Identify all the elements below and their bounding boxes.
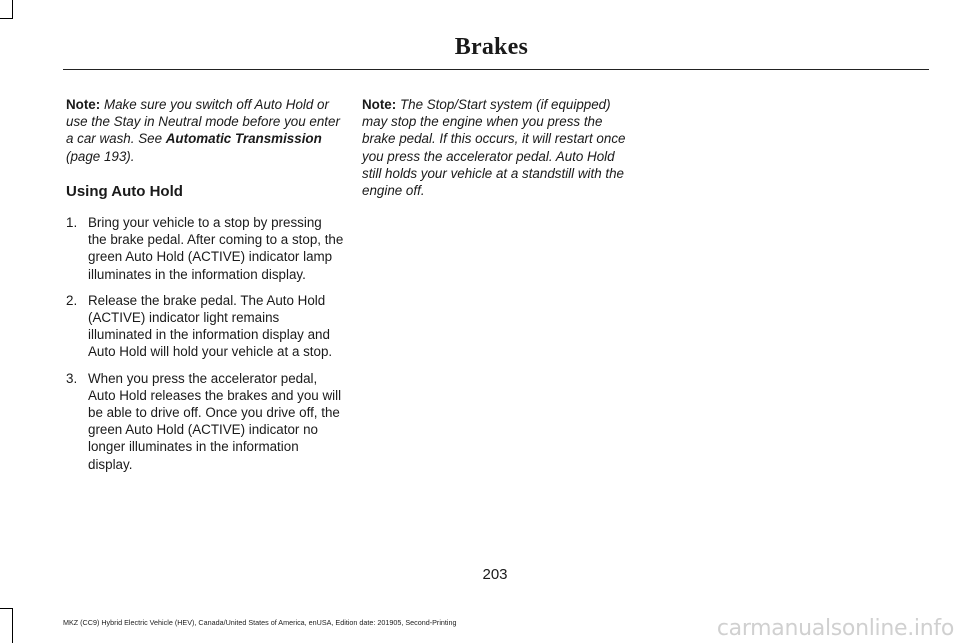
list-item [66, 214, 344, 283]
step-number: 1. [66, 215, 78, 231]
list-item [66, 292, 344, 361]
step-text: Bring your vehicle to a stop by pressing the brake pedal. After coming to a stop, the green Auto Hold (ACTIVE) indicator lamp illuminates in the information display. [88, 215, 344, 282]
steps-list [66, 214, 344, 473]
watermark: carmanualsonline.info [716, 616, 954, 641]
note-text: The Stop/Start system (if equipped) may stop the engine when you press the brake pedal. If this occurs, it will restart once you press the accelerator pedal. Auto Hold still holds your vehicle at a standstill with the engine off. [362, 97, 626, 199]
left-column [66, 96, 344, 482]
step-number: 2. [66, 292, 78, 308]
page-number: 203 [482, 566, 508, 583]
step-text: Release the brake pedal. The Auto Hold (ACTIVE) indicator light remains illuminated in the information display and Auto Hold will hold your vehicle at a stop. [88, 292, 333, 360]
step-number: 3. [66, 370, 78, 386]
page-title: Brakes [454, 34, 528, 60]
crop-mark-bottom-left-h [0, 608, 13, 609]
right-column [362, 96, 634, 199]
car-wash-note [66, 96, 344, 165]
stop-start-note [362, 96, 634, 199]
note-label: Note: [66, 97, 101, 112]
crop-mark-top-left-v [12, 0, 13, 18]
section-heading: Using Auto Hold [66, 182, 183, 200]
crop-mark-bottom-left-v [12, 608, 13, 643]
page-reference: (page 193). [66, 148, 135, 164]
note-label: Note: [362, 97, 397, 112]
step-text: When you press the accelerator pedal, Auto Hold releases the brakes and you will be able to drive off. Once you drive off, the green Auto Hold (ACTIVE) indicator no longer illuminates in the information display. [88, 370, 342, 472]
automatic-transmission-link[interactable]: Automatic Transmission [165, 131, 322, 147]
crop-mark-top-left-h [0, 18, 13, 19]
title-divider [63, 69, 929, 70]
footer-edition-info: MKZ (CC9) Hybrid Electric Vehicle (HEV), Canada/United States of America, enUSA, Edition date: 201905, Second-Printing [63, 618, 457, 627]
list-item [66, 370, 344, 473]
note-text: Make sure you switch off Auto Hold or use the Stay in Neutral mode before you enter a car wash. See [66, 97, 340, 147]
